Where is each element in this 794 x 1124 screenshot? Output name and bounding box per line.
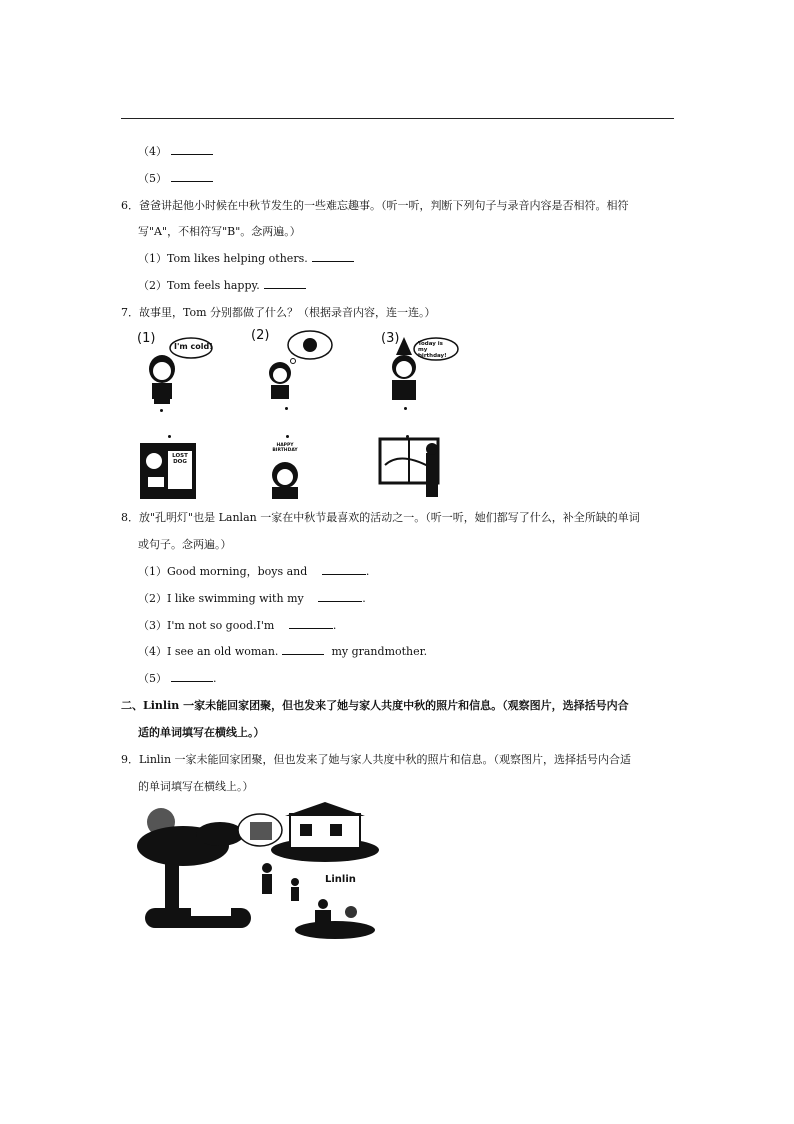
- q8-prompt-line1: 8．放"孔明灯"也是 Lanlan 一家在中秋节最喜欢的活动之一。（听一听，她们都写了什么，补全所缺的单词: [121, 511, 640, 524]
- header-rule: [121, 118, 674, 119]
- q9-prompt-line1: 9．Linlin 一家未能回家团聚，但也发来了她与家人共度中秋的照片和信息。（观察图片，选择括号内合适: [121, 753, 632, 766]
- q6-item-2-text: （2）Tom feels happy.: [138, 279, 260, 292]
- q7-matching-pictures: [130, 325, 470, 505]
- period: .: [332, 619, 337, 632]
- answer-blank[interactable]: [171, 171, 213, 182]
- q8-item-5-label: （5）: [138, 672, 167, 685]
- answer-blank[interactable]: [171, 671, 213, 682]
- answer-blank[interactable]: [282, 644, 324, 655]
- lost-dog-sign: LOST DOG: [172, 453, 188, 465]
- answer-blank[interactable]: [289, 618, 333, 629]
- match-dot-top-2[interactable]: [285, 407, 288, 410]
- period: .: [365, 565, 370, 578]
- linlin-label: Linlin: [325, 874, 356, 885]
- q6-item-1-text: （1）Tom likes helping others.: [138, 252, 308, 265]
- lost-dog-poster-illustration: [140, 443, 196, 499]
- q5-item-4: [138, 144, 213, 160]
- boy-cake-illustration: [272, 462, 298, 499]
- q9-family-illustration: [135, 800, 380, 940]
- answer-blank[interactable]: [312, 251, 354, 262]
- q8-item-2-text: （2）I like swimming with my: [138, 592, 304, 605]
- q8-item-2: [138, 591, 366, 607]
- family-scene-drawing: [135, 800, 380, 940]
- answer-blank[interactable]: [264, 278, 306, 289]
- match-dot-top-3[interactable]: [404, 407, 407, 410]
- picture-label-2: (2): [251, 328, 270, 343]
- q6-prompt-line2: 写"A"，不相符写"B"。念两遍。）: [138, 225, 301, 238]
- q7-prompt: 7．故事里，Tom 分别都做了什么？（根据录音内容，连一连。）: [121, 306, 436, 319]
- q5-item-5: [138, 171, 213, 187]
- section-2-heading-line2: 适的单词填写在横线上。）: [138, 726, 265, 739]
- picture-label-3: (3): [381, 331, 400, 346]
- period: .: [362, 592, 366, 605]
- answer-blank[interactable]: [322, 564, 366, 575]
- q8-item-1: [138, 564, 369, 580]
- period: .: [213, 672, 217, 685]
- q8-item-4: [138, 644, 427, 660]
- answer-blank[interactable]: [171, 144, 213, 155]
- q6-item-2: [138, 278, 306, 294]
- q8-prompt-line2: 或句子。念两遍。）: [138, 538, 232, 551]
- q8-item-3-text: （3）I'm not so good.I'm: [138, 619, 275, 632]
- q8-item-3: [138, 618, 336, 634]
- q8-item-1-text: （1）Good morning，boys and: [138, 565, 308, 578]
- speech-bubble-birthday: Today is my birthday!: [418, 341, 447, 359]
- picture-label-1: (1): [137, 331, 156, 346]
- q6-item-1: [138, 251, 354, 267]
- girl-thinking-illustration: [269, 331, 332, 399]
- q5-item-4-label: （4）: [138, 145, 167, 158]
- window-rain-illustration: [380, 439, 438, 497]
- section-2-heading-line1: 二、Linlin 一家未能回家团聚，但也发来了她与家人共度中秋的照片和信息。（观察图片，选择括号内合: [121, 699, 629, 712]
- happy-birthday-sign: HAPPY BIRTHDAY: [272, 443, 298, 453]
- q6-prompt-line1: 6．爸爸讲起他小时候在中秋节发生的一些难忘趣事。（听一听，判断下列句子与录音内容是否相符。相符: [121, 199, 629, 212]
- speech-bubble-cold: I'm cold!: [174, 342, 213, 351]
- match-dot-bottom-3[interactable]: [406, 435, 409, 438]
- match-dot-bottom-1[interactable]: [168, 435, 171, 438]
- answer-blank[interactable]: [318, 591, 362, 602]
- q8-item-4-text: （4）I see an old woman.: [138, 645, 279, 658]
- match-dot-top-1[interactable]: [160, 409, 163, 412]
- match-dot-bottom-2[interactable]: [286, 435, 289, 438]
- q8-item-4-tail: my grandmother.: [331, 645, 428, 658]
- q8-item-5: [138, 671, 217, 687]
- q9-prompt-line2: 的单词填写在横线上。）: [138, 780, 254, 793]
- q5-item-5-label: （5）: [138, 172, 167, 185]
